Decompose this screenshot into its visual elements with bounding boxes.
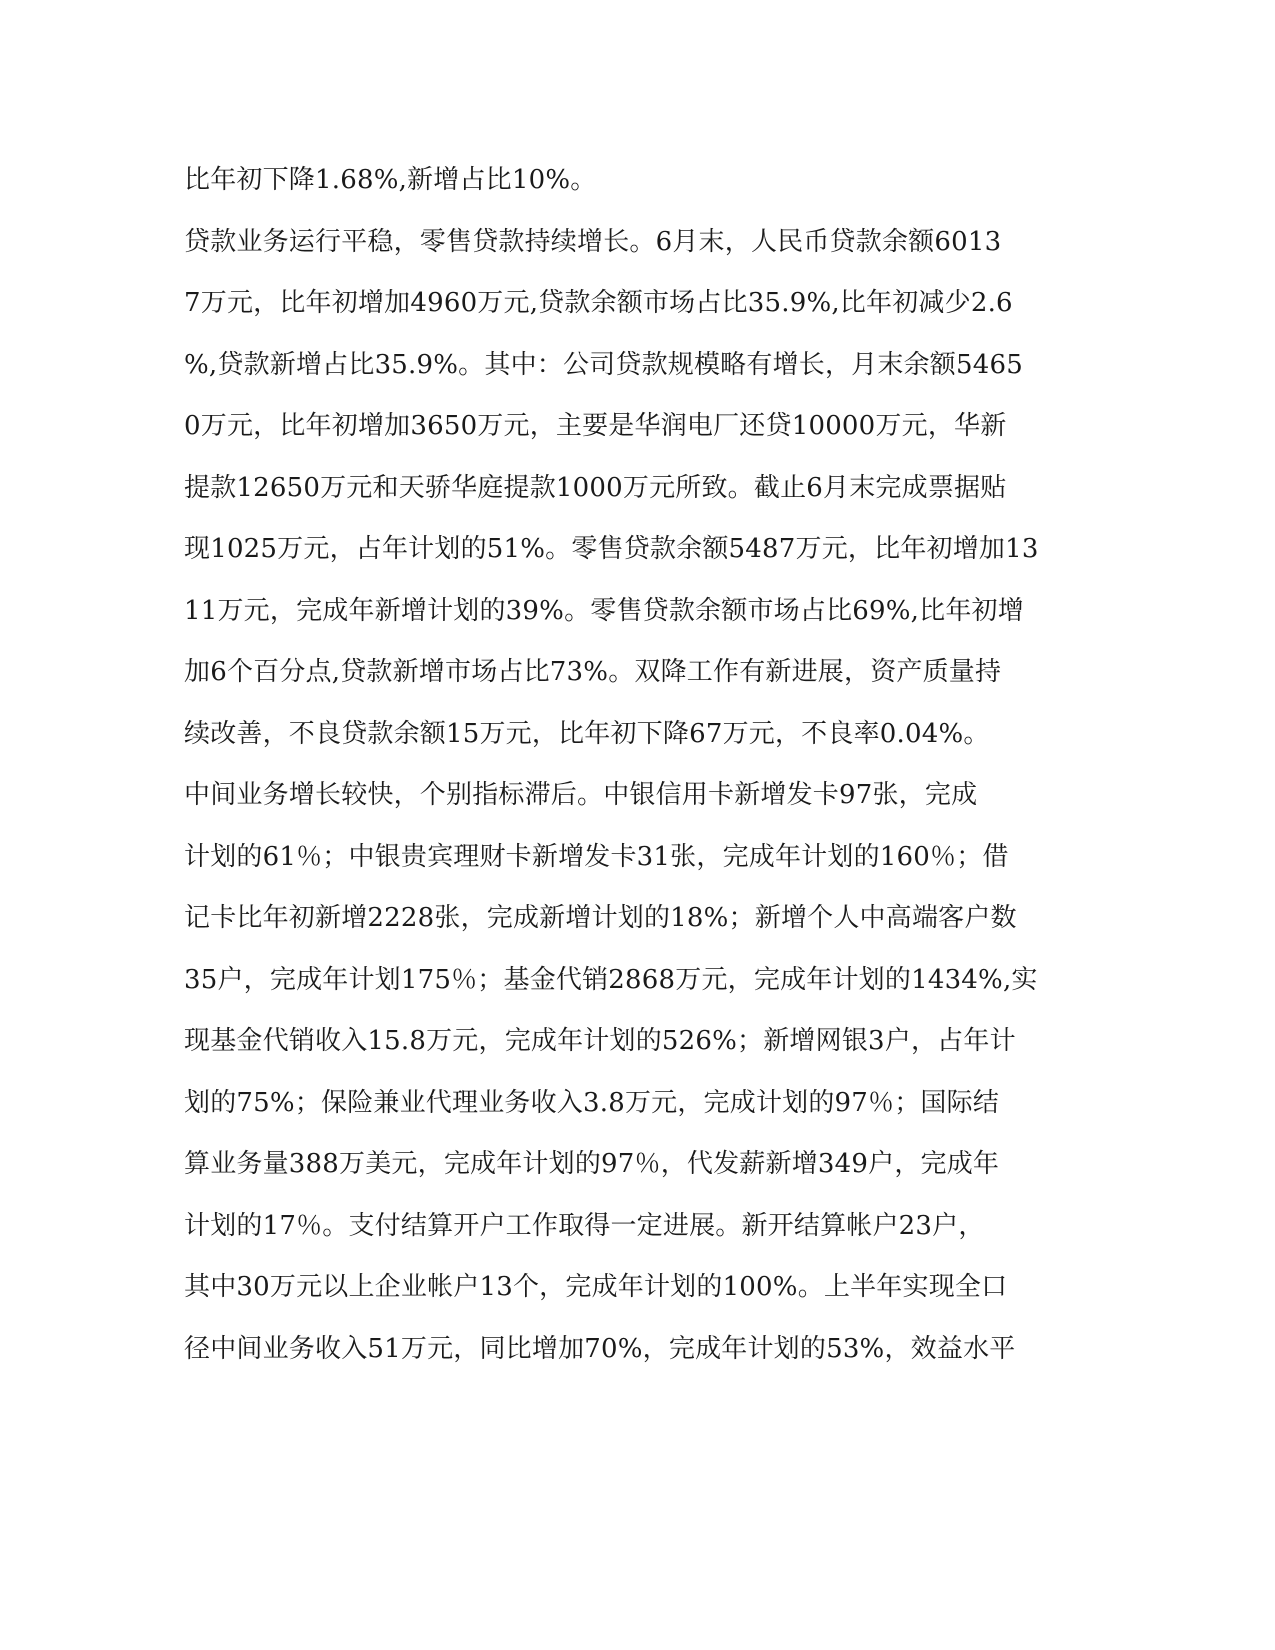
text-line: 11万元，完成年新增计划的39%。零售贷款余额市场占比69%,比年初增 [184,595,1024,626]
text-line: 现1025万元，占年计划的51%。零售贷款余额5487万元，比年初增加13 [184,534,1039,564]
text-line: 其中30万元以上企业帐户13个，完成年计划的100%。上半年实现全口 [184,1272,1008,1302]
text-line: 计划的61％；中银贵宾理财卡新增发卡31张，完成年计划的160％；借 [184,841,1009,872]
text-line: 径中间业务收入51万元，同比增加70%，完成年计划的53%，效益水平 [184,1333,1016,1364]
text-line: 加6个百分点,贷款新增市场占比73%。双降工作有新进展，资产质量持 [184,657,1002,687]
text-line: 算业务量388万美元，完成年计划的97％，代发薪新增349户，完成年 [184,1149,1000,1179]
text-line: %,贷款新增占比35.9%。其中：公司贷款规模略有增长，月末余额5465 [184,349,1023,380]
text-line: 7万元，比年初增加4960万元,贷款余额市场占比35.9%,比年初减少2.6 [184,288,1013,318]
text-line: 贷款业务运行平稳，零售贷款持续增长。6月末，人民币贷款余额6013 [184,226,1002,257]
text-line: 现基金代销收入15.8万元，完成年计划的526%；新增网银3户，占年计 [184,1026,1016,1056]
text-line: 0万元，比年初增加3650万元，主要是华润电厂还贷10000万元，华新 [184,411,1007,441]
text-line: 中间业务增长较快，个别指标滞后。中银信用卡新增发卡97张，完成 [184,780,978,810]
text-line: 续改善，不良贷款余额15万元，比年初下降67万元，不良率0.04%。 [184,718,990,749]
text-line: 提款12650万元和天骄华庭提款1000万元所致。截止6月末完成票据贴 [184,472,1007,503]
body-text [184,150,1064,1380]
text-line: 比年初下降1.68%,新增占比10%。 [184,165,597,195]
text-line: 计划的17％。支付结算开户工作取得一定进展。新开结算帐户23户， [184,1210,985,1241]
text-line: 划的75%；保险兼业代理业务收入3.8万元，完成计划的97％；国际结 [184,1087,1000,1118]
text-line: 记卡比年初新增2228张，完成新增计划的18%；新增个人中高端客户数 [184,903,1017,933]
text-line: 35户，完成年计划175％；基金代销2868万元，完成年计划的1434%,实 [184,964,1038,995]
